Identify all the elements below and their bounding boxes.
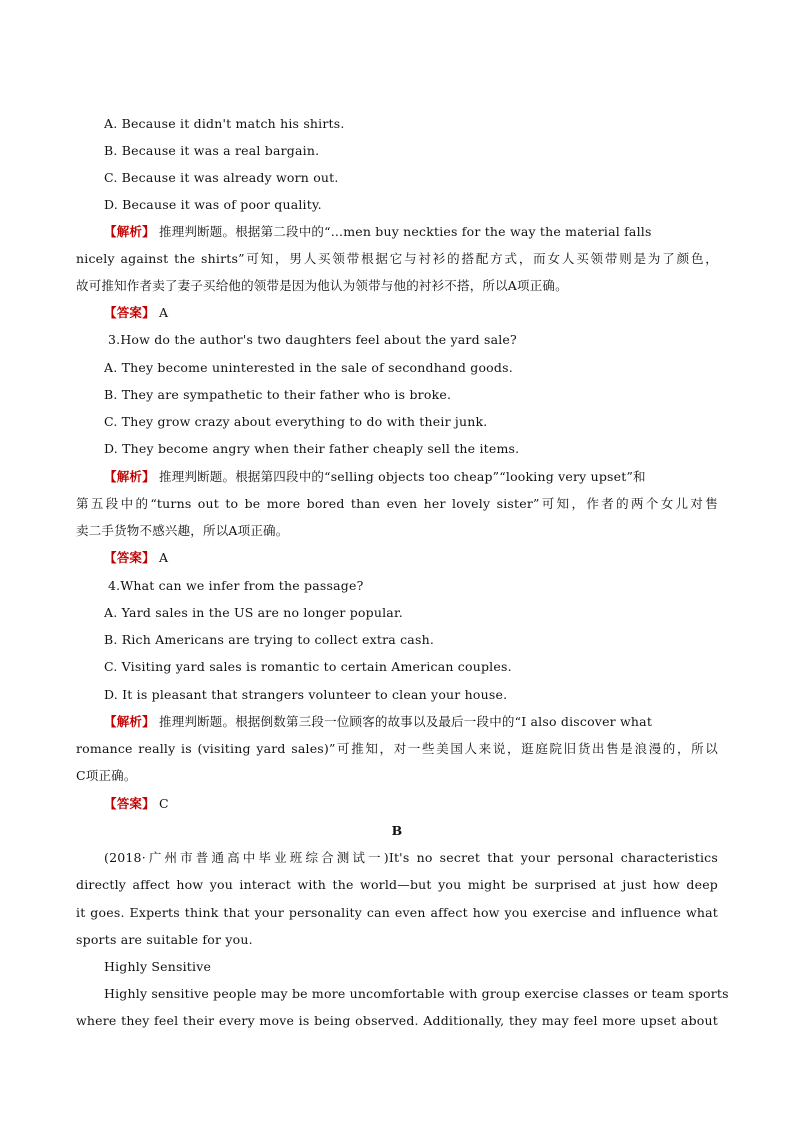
- answer-tag: 【答案】: [104, 305, 155, 320]
- analysis-tag: 【解析】: [104, 469, 155, 484]
- q2-analysis-line-1: [104, 223, 718, 241]
- q4-analysis-line-2: romance really is (visiting yard sales)”可推知，对一些美国人来说，逛庭院旧货出售是浪漫的，所以: [76, 741, 718, 756]
- q2-answer: [104, 304, 746, 322]
- q3-question: 3.How do the author's two daughters feel about the yard sale?: [108, 332, 517, 347]
- passage-line-3: it goes. Experts think that your personality can even affect how you exercise and influence what: [76, 905, 718, 920]
- answer-tag: 【答案】: [104, 550, 155, 565]
- analysis-text: 推理判断题。根据倒数第三段一位顾客的故事以及最后一段中的“I also discover what: [159, 714, 653, 729]
- analysis-text: 推理判断题。根据第四段中的“selling objects too cheap”“looking very upset”和: [159, 469, 646, 484]
- para-line-1: Highly sensitive people may be more uncomfortable with group exercise classes or team sports: [104, 986, 729, 1001]
- q3-analysis-line-2: 第五段中的“turns out to be more bored than even her lovely sister”可知，作者的两个女儿对售: [76, 496, 718, 511]
- q4-analysis-line-3: C项正确。: [76, 768, 137, 783]
- q4-option-a: A. Yard sales in the US are no longer popular.: [104, 605, 403, 620]
- passage-line-1: (2018·广州市普通高中毕业班综合测试一)It's no secret that your personal characteristics: [104, 850, 718, 865]
- q2-analysis-line-2: nicely against the shirts”可知，男人买领带根据它与衬衫的搭配方式，而女人买领带则是为了颜色，: [76, 251, 718, 266]
- analysis-tag: 【解析】: [104, 224, 155, 239]
- para-line-2: where they feel their every move is being observed. Additionally, they may feel more upset about: [76, 1013, 718, 1028]
- q3-option-b: B. They are sympathetic to their father who is broke.: [104, 387, 452, 402]
- answer-value: A: [159, 305, 169, 320]
- q4-answer: [104, 795, 746, 813]
- q3-analysis-line-1: [104, 468, 718, 486]
- q4-question: 4.What can we infer from the passage?: [108, 578, 364, 593]
- passage-line-2: directly affect how you interact with the world—but you might be surprised at just how deep: [76, 877, 718, 892]
- q2-option-d: D. Because it was of poor quality.: [104, 197, 322, 212]
- q3-option-c: C. They grow crazy about everything to do with their junk.: [104, 414, 488, 429]
- answer-value: C: [159, 796, 169, 811]
- q3-answer: [104, 549, 746, 567]
- q3-option-d: D. They become angry when their father cheaply sell the items.: [104, 441, 520, 456]
- section-subheading: Highly Sensitive: [104, 959, 212, 974]
- passage-line-4: sports are suitable for you.: [76, 932, 253, 947]
- answer-value: A: [159, 550, 169, 565]
- analysis-tag: 【解析】: [104, 714, 155, 729]
- q4-option-c: C. Visiting yard sales is romantic to certain American couples.: [104, 659, 512, 674]
- q2-option-b: B. Because it was a real bargain.: [104, 143, 320, 158]
- q2-analysis-line-3: 故可推知作者卖了妻子买给他的领带是因为他认为领带与他的衬衫不搭，所以A项正确。: [76, 278, 568, 293]
- q4-analysis-line-1: [104, 713, 718, 731]
- section-b-label: B: [391, 823, 403, 838]
- q3-option-a: A. They become uninterested in the sale of secondhand goods.: [104, 360, 513, 375]
- q3-analysis-line-3: 卖二手货物不感兴趣，所以A项正确。: [76, 523, 289, 538]
- q2-option-a: A. Because it didn't match his shirts.: [104, 116, 345, 131]
- q4-option-d: D. It is pleasant that strangers volunteer to clean your house.: [104, 687, 508, 702]
- q4-option-b: B. Rich Americans are trying to collect extra cash.: [104, 632, 434, 647]
- q2-option-c: C. Because it was already worn out.: [104, 170, 339, 185]
- answer-tag: 【答案】: [104, 796, 155, 811]
- analysis-text: 推理判断题。根据第二段中的“...men buy neckties for the way the material falls: [159, 224, 652, 239]
